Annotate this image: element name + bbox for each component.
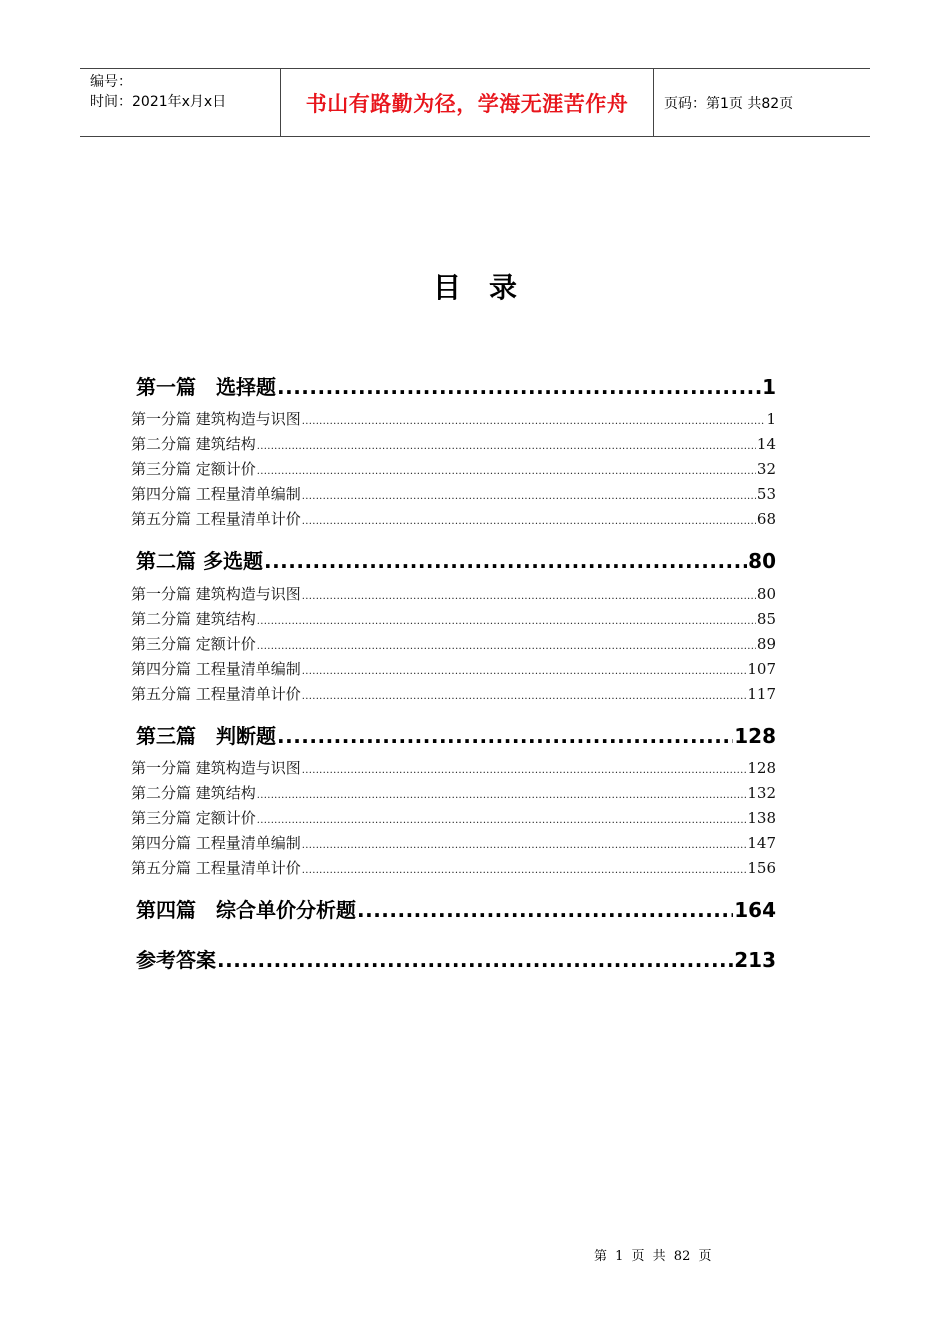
page-footer: 第 1 页 共 82 页 bbox=[594, 1249, 712, 1264]
toc-entry-page: 117 bbox=[747, 685, 776, 703]
header-page-info: 页码：第1页 共82页 bbox=[664, 95, 794, 112]
toc-entry-label: 第二篇 多选题 bbox=[136, 549, 263, 573]
toc-entry-page: 89 bbox=[756, 635, 776, 653]
toc-entry-page: 80 bbox=[748, 549, 776, 573]
toc-leader-dots bbox=[257, 466, 756, 477]
toc-entry-page: 80 bbox=[756, 585, 776, 603]
toc-leader-dots bbox=[302, 516, 756, 527]
toc-entry-page: 213 bbox=[734, 948, 776, 972]
toc-leader-dots bbox=[357, 898, 733, 922]
toc-entry-label: 第三分篇 定额计价 bbox=[131, 809, 256, 827]
toc-entry-page: 1 bbox=[762, 375, 776, 399]
toc-entry-label: 第二分篇 建筑结构 bbox=[131, 610, 256, 628]
toc-entry-label: 第二分篇 建筑结构 bbox=[131, 784, 256, 802]
toc-entry-label: 第一篇 选择题 bbox=[136, 375, 276, 399]
toc-part-entry[interactable] bbox=[136, 944, 776, 973]
toc-entry-label: 第三篇 判断题 bbox=[136, 724, 276, 748]
toc-leader-dots bbox=[302, 765, 747, 776]
toc-section-entry[interactable] bbox=[131, 408, 776, 429]
toc-leader-dots bbox=[302, 691, 747, 702]
toc-section-entry[interactable] bbox=[131, 807, 776, 828]
toc-leader-dots bbox=[302, 840, 747, 851]
toc-section-entry[interactable] bbox=[131, 458, 776, 479]
toc-section-entry[interactable] bbox=[131, 508, 776, 529]
toc-leader-dots bbox=[302, 491, 756, 502]
toc-entry-page: 53 bbox=[756, 485, 776, 503]
time-label: 时间：2021年x月x日 bbox=[90, 94, 227, 110]
toc-section-entry[interactable] bbox=[131, 483, 776, 504]
toc-entry-label: 参考答案 bbox=[136, 948, 216, 972]
toc-entry-page: 107 bbox=[747, 660, 776, 678]
toc-leader-dots bbox=[277, 375, 761, 399]
toc-leader-dots bbox=[257, 441, 756, 452]
toc-leader-dots bbox=[257, 815, 747, 826]
toc-title-char-1: 目 bbox=[432, 271, 461, 304]
toc-entry-page: 14 bbox=[756, 435, 776, 453]
toc-entry-label: 第四分篇 工程量清单编制 bbox=[131, 660, 301, 678]
toc-part-entry[interactable] bbox=[136, 720, 776, 749]
toc-leader-dots bbox=[277, 724, 733, 748]
toc-section-entry[interactable] bbox=[131, 608, 776, 629]
toc-leader-dots bbox=[264, 549, 747, 573]
toc-entry-page: 132 bbox=[747, 784, 776, 802]
toc-section-entry[interactable] bbox=[131, 832, 776, 853]
toc-section-entry[interactable] bbox=[131, 683, 776, 704]
toc-section-entry[interactable] bbox=[131, 583, 776, 604]
toc-entry-label: 第五分篇 工程量清单计价 bbox=[131, 859, 301, 877]
toc-section-entry[interactable] bbox=[131, 433, 776, 454]
toc-entry-page: 164 bbox=[734, 898, 776, 922]
number-label: 编号： bbox=[90, 74, 132, 90]
toc-section-entry[interactable] bbox=[131, 757, 776, 778]
toc-entry-page: 156 bbox=[747, 859, 776, 877]
toc-entry-page: 68 bbox=[756, 510, 776, 528]
toc-entry-label: 第三分篇 定额计价 bbox=[131, 635, 256, 653]
toc-entry-label: 第五分篇 工程量清单计价 bbox=[131, 685, 301, 703]
toc-entry-page: 128 bbox=[747, 759, 776, 777]
toc-title-char-2: 录 bbox=[489, 271, 518, 304]
toc-leader-dots bbox=[302, 865, 747, 876]
toc-entry-page: 138 bbox=[747, 809, 776, 827]
toc-entry-page: 1 bbox=[766, 410, 776, 428]
toc-entry-label: 第一分篇 建筑构造与识图 bbox=[131, 759, 301, 777]
toc-entry-page: 147 bbox=[747, 834, 776, 852]
toc-leader-dots bbox=[302, 666, 747, 677]
toc-entry-label: 第五分篇 工程量清单计价 bbox=[131, 510, 301, 528]
toc-leader-dots bbox=[302, 416, 766, 427]
toc-entry-label: 第二分篇 建筑结构 bbox=[131, 435, 256, 453]
toc-entry-label: 第一分篇 建筑构造与识图 bbox=[131, 410, 301, 428]
toc-section-entry[interactable] bbox=[131, 658, 776, 679]
toc-part-entry[interactable] bbox=[136, 545, 776, 574]
toc-section-entry[interactable] bbox=[131, 633, 776, 654]
toc-entry-label: 第四分篇 工程量清单编制 bbox=[131, 485, 301, 503]
toc-entry-page: 128 bbox=[734, 724, 776, 748]
toc-leader-dots bbox=[257, 790, 747, 801]
toc-part-entry[interactable] bbox=[136, 894, 776, 923]
toc-section-entry[interactable] bbox=[131, 782, 776, 803]
toc-leader-dots bbox=[217, 948, 733, 972]
toc-entry-label: 第四分篇 工程量清单编制 bbox=[131, 834, 301, 852]
toc-entry-label: 第三分篇 定额计价 bbox=[131, 460, 256, 478]
toc-leader-dots bbox=[302, 591, 756, 602]
toc-leader-dots bbox=[257, 641, 756, 652]
toc-entry-page: 32 bbox=[756, 460, 776, 478]
header-motto: 书山有路勤为径，学海无涯苦作舟 bbox=[281, 69, 654, 136]
toc-entry-page: 85 bbox=[756, 610, 776, 628]
toc-leader-dots bbox=[257, 616, 756, 627]
toc-entry-label: 第一分篇 建筑构造与识图 bbox=[131, 585, 301, 603]
toc-part-entry[interactable] bbox=[136, 371, 776, 400]
toc-entry-label: 第四篇 综合单价分析题 bbox=[136, 898, 356, 922]
toc-section-entry[interactable] bbox=[131, 857, 776, 878]
